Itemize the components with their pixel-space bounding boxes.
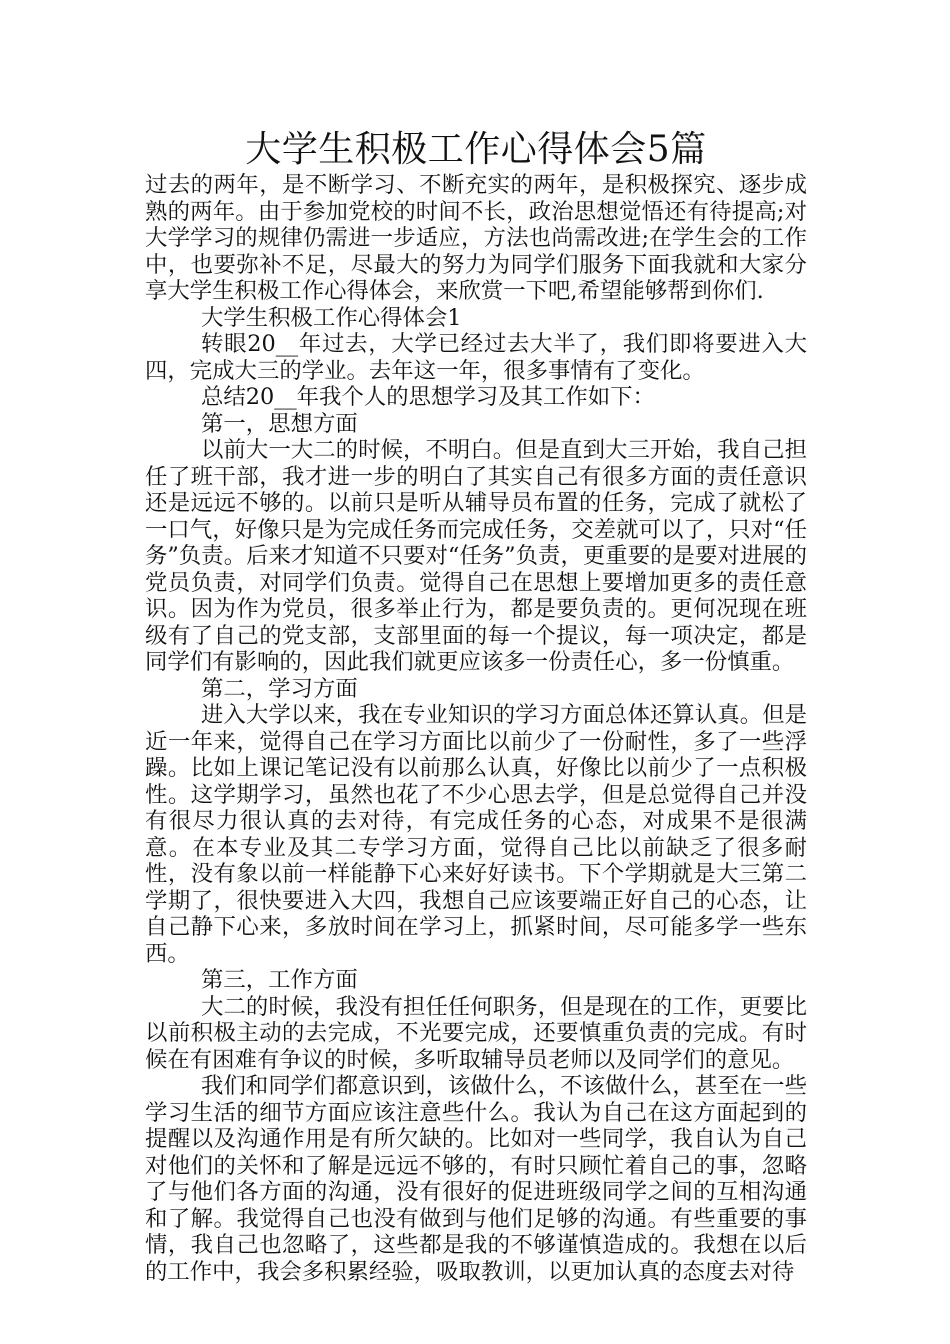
paragraph: 大二的时候，我没有担任任何职务，但是现在的工作，更要比以前积极主动的去完成，不光要完成，还要慎重负责的完成。有时候在有困难有争议的时候，多听取辅导员老师以及同学们的意见。 <box>145 993 807 1073</box>
paragraph: 进入大学以来，我在专业知识的学习方面总体还算认真。但是近一年来，觉得自己在学习方面比以前少了一份耐性，多了一些浮躁。比如上课记笔记没有以前那么认真，好像比以前少了一点积极性。这学期学习，虽然也花了不少心思去学，但是总觉得自己并没有很尽力很认真的去对待，有完成任务的心态，对成果不是很满意。在本专业及其二专学习方面，觉得自己比以前缺乏了很多耐性，没有象以前一样能静下心来好好读书。下个学期就是大三第二学期了，很快要进入大四，我想自己应该要端正好自己的心态，让自己静下心来，多放时间在学习上，抓紧时间，尽可能多学一些东西。 <box>145 702 807 967</box>
intro-paragraph: 过去的两年，是不断学习、不断充实的两年，是积极探究、逐步成熟的两年。由于参加党校的时间不长，政治思想觉悟还有待提高;对大学学习的规律仍需进一步适应，方法也尚需改进;在学生会的工作中，也要弥补不足，尽最大的努力为同学们服务下面我就和大家分享大学生积极工作心得体会，来欣赏一下吧,希望能够帮到你们. <box>145 172 807 304</box>
subheading-work: 第三，工作方面 <box>201 967 358 993</box>
paragraph: 我们和同学们都意识到，该做什么，不该做什么，甚至在一些学习生活的细节方面应该注意些什么。我认为自己在这方面起到的提醒以及沟通作用是有所欠缺的。比如对一些同学，我自认为自己对他们的关怀和了解是远远不够的，有时只顾忙着自己的事，忽略了与他们各方面的沟通，没有很好的促进班级同学之间的互相沟通和了解。我觉得自己也没有做到与他们足够的沟通。有些重要的事情，我自己也忽略了，这些都是我的不够谨慎造成的。我想在以后的工作中，我会多积累经验，吸取教训，以更加认真的态度去对待 <box>145 1073 807 1285</box>
section-title: 大学生积极工作心得体会1 <box>201 304 462 331</box>
paragraph: 以前大一大二的时候，不明白。但是直到大三开始，我自己担任了班干部，我才进一步的明白了其实自己有很多方面的责任意识还是远远不够的。以前只是听从辅导员布置的任务，完成了就松了一口气，好像只是为完成任务而完成任务，交差就可以了，只对“任务”负责。后来才知道不只要对“任务”负责，更重要的是要对进展的党员负责，对同学们负责。觉得自己在思想上要增加更多的责任意识。因为作为党员，很多举止行为，都是要负责的。更何况现在班级有了自己的党支部，支部里面的每一个提议，每一项决定，都是同学们有影响的，因此我们就更应该多一份责任心，多一份慎重。 <box>145 437 807 675</box>
subheading-study: 第二，学习方面 <box>201 675 358 702</box>
paragraph: 总结20__年我个人的思想学习及其工作如下： <box>201 384 655 410</box>
document-body <box>145 128 807 1285</box>
document-title: 大学生积极工作心得体会5篇 <box>245 129 707 170</box>
subheading-thought: 第一，思想方面 <box>201 410 358 437</box>
paragraph: 转眼20__年过去，大学已经过去大半了，我们即将要进入大四，完成大三的学业。去年这一年，很多事情有了变化。 <box>145 331 807 384</box>
